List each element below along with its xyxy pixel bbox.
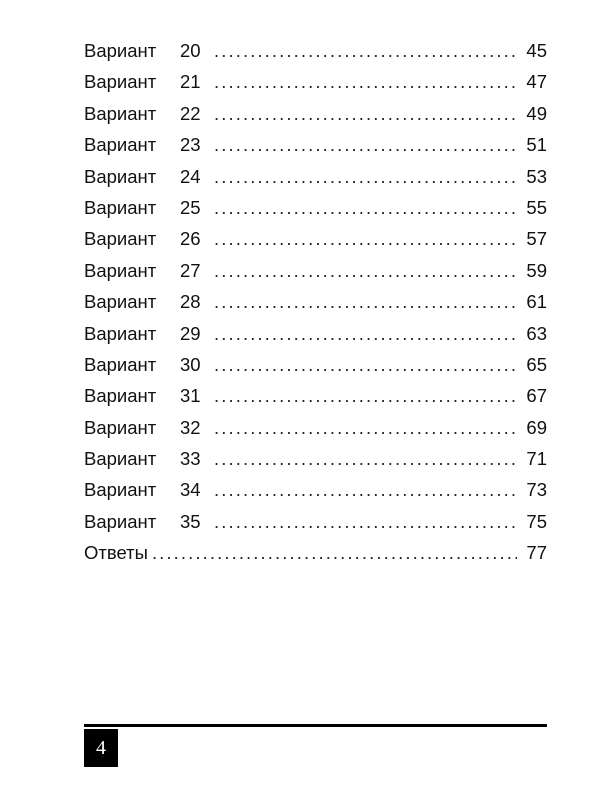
toc-entry-number: 26: [180, 228, 201, 250]
toc-entry-variant-29: [84, 318, 547, 349]
toc-entry-page: 73: [526, 479, 547, 501]
toc-entry-variant-28: [84, 286, 547, 317]
toc-entry-number: 34: [180, 479, 201, 501]
dot-leader: [214, 223, 517, 254]
toc-entry-number: 32: [180, 416, 201, 438]
toc-entry-number: 25: [180, 196, 201, 218]
toc-entry-page: 77: [526, 542, 547, 564]
toc-entry-label: Вариант: [84, 134, 157, 156]
toc-entry-label: Вариант: [84, 71, 157, 93]
toc-entry-number: 29: [180, 322, 201, 344]
toc-entry-variant-23: [84, 129, 547, 160]
toc-entry-number: 23: [180, 134, 201, 156]
dot-leader: [214, 443, 517, 474]
toc-entry-number: 27: [180, 259, 201, 281]
toc-entry-label: Вариант: [84, 102, 157, 124]
toc-entry-page: 51: [526, 134, 547, 156]
toc-entry-variant-24: [84, 161, 547, 192]
toc-entry-number: 30: [180, 353, 201, 375]
toc-entry-page: 65: [526, 353, 547, 375]
toc-entry-variant-26: [84, 223, 547, 254]
dot-leader: [214, 192, 517, 223]
toc-entry-page: 71: [526, 448, 547, 470]
toc-entry-number: 31: [180, 385, 201, 407]
toc-entry-page: 55: [526, 196, 547, 218]
toc-entry-variant-34: [84, 474, 547, 505]
dot-leader: [214, 318, 517, 349]
toc-entry-variant-32: [84, 412, 547, 443]
toc-entry-variant-31: [84, 380, 547, 411]
dot-leader: [214, 380, 517, 411]
toc-entry-page: 75: [526, 510, 547, 532]
toc-entry-number: 28: [180, 291, 201, 313]
dot-leader: [214, 474, 517, 505]
toc-entry-page: 63: [526, 322, 547, 344]
toc-entry-variant-21: [84, 66, 547, 97]
toc-entry-label: Вариант: [84, 416, 157, 438]
toc-entry-label: Ответы: [84, 542, 148, 564]
toc-entry-label: Вариант: [84, 510, 157, 532]
toc-entry-number: 20: [180, 40, 201, 61]
toc-entry-label: Вариант: [84, 353, 157, 375]
toc-entry-label: Вариант: [84, 40, 157, 61]
toc-entry-page: 45: [526, 40, 547, 61]
dot-leader: [214, 66, 517, 97]
toc-entry-page: 57: [526, 228, 547, 250]
dot-leader: [214, 412, 517, 443]
toc-entry-variant-30: [84, 349, 547, 380]
dot-leader: [214, 506, 517, 537]
dot-leader: [152, 537, 517, 568]
dot-leader: [214, 161, 517, 192]
toc-entry-label: Вариант: [84, 322, 157, 344]
dot-leader: [214, 98, 517, 129]
toc-entry-number: 33: [180, 448, 201, 470]
toc-entry-label: Вариант: [84, 228, 157, 250]
toc-entry-variant-20: [84, 35, 547, 66]
toc-entry-label: Вариант: [84, 385, 157, 407]
toc-entry-variant-22: [84, 98, 547, 129]
toc-entry-number: 22: [180, 102, 201, 124]
toc-entry-page: 69: [526, 416, 547, 438]
toc-entry-variant-35: [84, 506, 547, 537]
toc-entry-number: 21: [180, 71, 201, 93]
toc-entry-answers: [84, 537, 547, 568]
toc-entry-page: 47: [526, 71, 547, 93]
toc-entry-label: Вариант: [84, 165, 157, 187]
toc-entry-variant-25: [84, 192, 547, 223]
dot-leader: [214, 286, 517, 317]
toc-entry-label: Вариант: [84, 448, 157, 470]
dot-leader: [214, 349, 517, 380]
toc-entry-label: Вариант: [84, 479, 157, 501]
toc-entry-page: 67: [526, 385, 547, 407]
dot-leader: [214, 255, 517, 286]
toc-entry-label: Вариант: [84, 196, 157, 218]
page-number: 4: [84, 729, 118, 767]
toc-entry-number: 24: [180, 165, 201, 187]
toc-entry-page: 61: [526, 291, 547, 313]
toc-entry-page: 49: [526, 102, 547, 124]
dot-leader: [214, 35, 517, 66]
dot-leader: [214, 129, 517, 160]
footer-rule: [84, 724, 547, 727]
toc-entry-variant-27: [84, 255, 547, 286]
toc-entry-label: Вариант: [84, 259, 157, 281]
toc-entry-page: 53: [526, 165, 547, 187]
toc-entry-page: 59: [526, 259, 547, 281]
toc-entry-number: 35: [180, 510, 201, 532]
toc-entry-variant-33: [84, 443, 547, 474]
table-of-contents: [84, 35, 547, 569]
toc-entry-label: Вариант: [84, 291, 157, 313]
